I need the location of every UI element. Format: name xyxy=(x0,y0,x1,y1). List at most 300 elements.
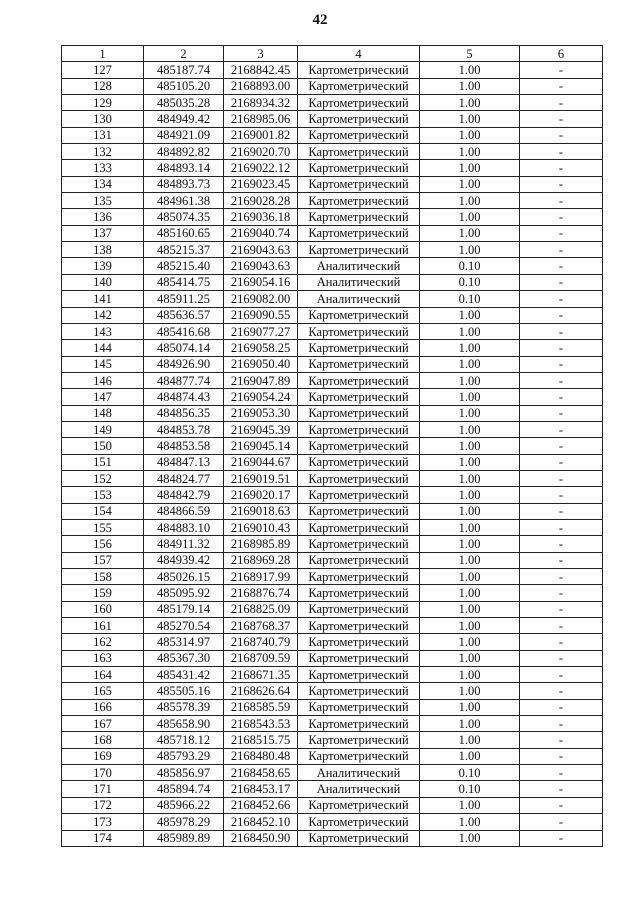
point-number-cell: 166 xyxy=(62,699,144,715)
column-header: 4 xyxy=(298,46,420,62)
note-cell: - xyxy=(520,732,603,748)
note-cell: - xyxy=(520,814,603,830)
accuracy-cell: 1.00 xyxy=(420,716,520,732)
method-cell: Картометрический xyxy=(298,438,420,454)
method-cell: Картометрический xyxy=(298,503,420,519)
x-coordinate-cell: 485718.12 xyxy=(144,732,224,748)
x-coordinate-cell: 485160.65 xyxy=(144,225,224,241)
note-cell: - xyxy=(520,519,603,535)
y-coordinate-cell: 2169044.67 xyxy=(224,454,298,470)
x-coordinate-cell: 485431.42 xyxy=(144,667,224,683)
accuracy-cell: 1.00 xyxy=(420,748,520,764)
point-number-cell: 136 xyxy=(62,209,144,225)
accuracy-cell: 1.00 xyxy=(420,683,520,699)
x-coordinate-cell: 484874.43 xyxy=(144,389,224,405)
point-number-cell: 157 xyxy=(62,552,144,568)
accuracy-cell: 1.00 xyxy=(420,78,520,94)
table-row xyxy=(62,356,603,372)
y-coordinate-cell: 2169054.16 xyxy=(224,274,298,290)
point-number-cell: 159 xyxy=(62,585,144,601)
x-coordinate-cell: 485989.89 xyxy=(144,830,224,846)
method-cell: Картометрический xyxy=(298,552,420,568)
accuracy-cell: 1.00 xyxy=(420,503,520,519)
accuracy-cell: 1.00 xyxy=(420,127,520,143)
y-coordinate-cell: 2169020.70 xyxy=(224,144,298,160)
table-row xyxy=(62,209,603,225)
method-cell: Картометрический xyxy=(298,634,420,650)
note-cell: - xyxy=(520,176,603,192)
x-coordinate-cell: 484893.14 xyxy=(144,160,224,176)
method-cell: Картометрический xyxy=(298,748,420,764)
accuracy-cell: 1.00 xyxy=(420,814,520,830)
table-row xyxy=(62,667,603,683)
method-cell: Картометрический xyxy=(298,144,420,160)
y-coordinate-cell: 2168934.32 xyxy=(224,95,298,111)
x-coordinate-cell: 484842.79 xyxy=(144,487,224,503)
y-coordinate-cell: 2169028.28 xyxy=(224,193,298,209)
note-cell: - xyxy=(520,503,603,519)
table-row xyxy=(62,650,603,666)
point-number-cell: 155 xyxy=(62,519,144,535)
point-number-cell: 158 xyxy=(62,569,144,585)
table-row xyxy=(62,732,603,748)
y-coordinate-cell: 2168543.53 xyxy=(224,716,298,732)
y-coordinate-cell: 2168585.59 xyxy=(224,699,298,715)
note-cell: - xyxy=(520,536,603,552)
y-coordinate-cell: 2168893.00 xyxy=(224,78,298,94)
point-number-cell: 168 xyxy=(62,732,144,748)
x-coordinate-cell: 484911.32 xyxy=(144,536,224,552)
accuracy-cell: 1.00 xyxy=(420,242,520,258)
point-number-cell: 169 xyxy=(62,748,144,764)
x-coordinate-cell: 484883.10 xyxy=(144,519,224,535)
table-row xyxy=(62,421,603,437)
accuracy-cell: 1.00 xyxy=(420,585,520,601)
note-cell: - xyxy=(520,634,603,650)
x-coordinate-cell: 485215.40 xyxy=(144,258,224,274)
point-number-cell: 144 xyxy=(62,340,144,356)
y-coordinate-cell: 2168515.75 xyxy=(224,732,298,748)
point-number-cell: 135 xyxy=(62,193,144,209)
method-cell: Картометрический xyxy=(298,307,420,323)
y-coordinate-cell: 2169022.12 xyxy=(224,160,298,176)
x-coordinate-cell: 484949.42 xyxy=(144,111,224,127)
point-number-cell: 145 xyxy=(62,356,144,372)
x-coordinate-cell: 485793.29 xyxy=(144,748,224,764)
x-coordinate-cell: 484893.73 xyxy=(144,176,224,192)
note-cell: - xyxy=(520,569,603,585)
method-cell: Картометрический xyxy=(298,356,420,372)
method-cell: Картометрический xyxy=(298,78,420,94)
table-row xyxy=(62,111,603,127)
point-number-cell: 132 xyxy=(62,144,144,160)
x-coordinate-cell: 485074.35 xyxy=(144,209,224,225)
table-row xyxy=(62,160,603,176)
point-number-cell: 161 xyxy=(62,618,144,634)
point-number-cell: 142 xyxy=(62,307,144,323)
table-row xyxy=(62,454,603,470)
table-row xyxy=(62,242,603,258)
accuracy-cell: 1.00 xyxy=(420,307,520,323)
accuracy-cell: 1.00 xyxy=(420,144,520,160)
note-cell: - xyxy=(520,111,603,127)
x-coordinate-cell: 485035.28 xyxy=(144,95,224,111)
table-row xyxy=(62,340,603,356)
point-number-cell: 147 xyxy=(62,389,144,405)
note-cell: - xyxy=(520,78,603,94)
method-cell: Картометрический xyxy=(298,601,420,617)
table-row xyxy=(62,699,603,715)
x-coordinate-cell: 485414.75 xyxy=(144,274,224,290)
note-cell: - xyxy=(520,258,603,274)
y-coordinate-cell: 2169020.17 xyxy=(224,487,298,503)
method-cell: Аналитический xyxy=(298,781,420,797)
method-cell: Картометрический xyxy=(298,242,420,258)
method-cell: Картометрический xyxy=(298,111,420,127)
y-coordinate-cell: 2169053.30 xyxy=(224,405,298,421)
table-row xyxy=(62,405,603,421)
point-number-cell: 140 xyxy=(62,274,144,290)
method-cell: Картометрический xyxy=(298,585,420,601)
method-cell: Картометрический xyxy=(298,814,420,830)
table-row xyxy=(62,176,603,192)
x-coordinate-cell: 485911.25 xyxy=(144,291,224,307)
accuracy-cell: 1.00 xyxy=(420,601,520,617)
x-coordinate-cell: 485179.14 xyxy=(144,601,224,617)
accuracy-cell: 1.00 xyxy=(420,797,520,813)
note-cell: - xyxy=(520,160,603,176)
accuracy-cell: 1.00 xyxy=(420,111,520,127)
y-coordinate-cell: 2168917.99 xyxy=(224,569,298,585)
accuracy-cell: 1.00 xyxy=(420,209,520,225)
point-number-cell: 164 xyxy=(62,667,144,683)
y-coordinate-cell: 2169043.63 xyxy=(224,242,298,258)
table-row xyxy=(62,487,603,503)
y-coordinate-cell: 2169010.43 xyxy=(224,519,298,535)
x-coordinate-cell: 484853.78 xyxy=(144,421,224,437)
x-coordinate-cell: 484866.59 xyxy=(144,503,224,519)
y-coordinate-cell: 2169043.63 xyxy=(224,258,298,274)
x-coordinate-cell: 485505.16 xyxy=(144,683,224,699)
accuracy-cell: 1.00 xyxy=(420,176,520,192)
accuracy-cell: 1.00 xyxy=(420,667,520,683)
method-cell: Аналитический xyxy=(298,765,420,781)
note-cell: - xyxy=(520,405,603,421)
point-number-cell: 143 xyxy=(62,323,144,339)
method-cell: Картометрический xyxy=(298,62,420,78)
accuracy-cell: 1.00 xyxy=(420,405,520,421)
y-coordinate-cell: 2168969.28 xyxy=(224,552,298,568)
column-header: 1 xyxy=(62,46,144,62)
x-coordinate-cell: 484892.82 xyxy=(144,144,224,160)
x-coordinate-cell: 484961.38 xyxy=(144,193,224,209)
note-cell: - xyxy=(520,765,603,781)
header-row xyxy=(62,46,603,62)
x-coordinate-cell: 485636.57 xyxy=(144,307,224,323)
table-row xyxy=(62,225,603,241)
table-row xyxy=(62,144,603,160)
accuracy-cell: 0.10 xyxy=(420,765,520,781)
y-coordinate-cell: 2169045.14 xyxy=(224,438,298,454)
accuracy-cell: 1.00 xyxy=(420,650,520,666)
note-cell: - xyxy=(520,716,603,732)
table-row xyxy=(62,258,603,274)
accuracy-cell: 1.00 xyxy=(420,323,520,339)
column-header: 3 xyxy=(224,46,298,62)
y-coordinate-cell: 2168480.48 xyxy=(224,748,298,764)
point-number-cell: 146 xyxy=(62,372,144,388)
note-cell: - xyxy=(520,95,603,111)
point-number-cell: 154 xyxy=(62,503,144,519)
method-cell: Картометрический xyxy=(298,487,420,503)
point-number-cell: 130 xyxy=(62,111,144,127)
accuracy-cell: 1.00 xyxy=(420,62,520,78)
table-row xyxy=(62,470,603,486)
y-coordinate-cell: 2168453.17 xyxy=(224,781,298,797)
method-cell: Картометрический xyxy=(298,667,420,683)
accuracy-cell: 1.00 xyxy=(420,193,520,209)
y-coordinate-cell: 2168768.37 xyxy=(224,618,298,634)
accuracy-cell: 1.00 xyxy=(420,470,520,486)
y-coordinate-cell: 2169001.82 xyxy=(224,127,298,143)
point-number-cell: 162 xyxy=(62,634,144,650)
method-cell: Картометрический xyxy=(298,618,420,634)
y-coordinate-cell: 2169054.24 xyxy=(224,389,298,405)
x-coordinate-cell: 485026.15 xyxy=(144,569,224,585)
method-cell: Картометрический xyxy=(298,372,420,388)
table-row xyxy=(62,519,603,535)
method-cell: Картометрический xyxy=(298,716,420,732)
method-cell: Аналитический xyxy=(298,274,420,290)
point-number-cell: 170 xyxy=(62,765,144,781)
accuracy-cell: 1.00 xyxy=(420,830,520,846)
point-number-cell: 167 xyxy=(62,716,144,732)
method-cell: Картометрический xyxy=(298,470,420,486)
point-number-cell: 172 xyxy=(62,797,144,813)
table-row xyxy=(62,193,603,209)
point-number-cell: 134 xyxy=(62,176,144,192)
y-coordinate-cell: 2168452.10 xyxy=(224,814,298,830)
method-cell: Картометрический xyxy=(298,340,420,356)
x-coordinate-cell: 485105.20 xyxy=(144,78,224,94)
x-coordinate-cell: 484939.42 xyxy=(144,552,224,568)
coordinates-table xyxy=(61,45,603,847)
method-cell: Картометрический xyxy=(298,127,420,143)
x-coordinate-cell: 485856.97 xyxy=(144,765,224,781)
x-coordinate-cell: 485978.29 xyxy=(144,814,224,830)
table-row xyxy=(62,634,603,650)
note-cell: - xyxy=(520,438,603,454)
y-coordinate-cell: 2169047.89 xyxy=(224,372,298,388)
x-coordinate-cell: 485215.37 xyxy=(144,242,224,258)
table-row xyxy=(62,291,603,307)
method-cell: Аналитический xyxy=(298,258,420,274)
note-cell: - xyxy=(520,193,603,209)
accuracy-cell: 1.00 xyxy=(420,487,520,503)
accuracy-cell: 1.00 xyxy=(420,536,520,552)
point-number-cell: 173 xyxy=(62,814,144,830)
method-cell: Картометрический xyxy=(298,209,420,225)
column-header: 6 xyxy=(520,46,603,62)
table-row xyxy=(62,78,603,94)
x-coordinate-cell: 485966.22 xyxy=(144,797,224,813)
accuracy-cell: 1.00 xyxy=(420,389,520,405)
y-coordinate-cell: 2169058.25 xyxy=(224,340,298,356)
y-coordinate-cell: 2169019.51 xyxy=(224,470,298,486)
y-coordinate-cell: 2168626.64 xyxy=(224,683,298,699)
note-cell: - xyxy=(520,307,603,323)
y-coordinate-cell: 2169077.27 xyxy=(224,323,298,339)
point-number-cell: 160 xyxy=(62,601,144,617)
point-number-cell: 139 xyxy=(62,258,144,274)
accuracy-cell: 1.00 xyxy=(420,95,520,111)
table-row xyxy=(62,307,603,323)
y-coordinate-cell: 2168876.74 xyxy=(224,585,298,601)
note-cell: - xyxy=(520,618,603,634)
x-coordinate-cell: 484853.58 xyxy=(144,438,224,454)
point-number-cell: 148 xyxy=(62,405,144,421)
y-coordinate-cell: 2168842.45 xyxy=(224,62,298,78)
accuracy-cell: 1.00 xyxy=(420,421,520,437)
x-coordinate-cell: 485095.92 xyxy=(144,585,224,601)
point-number-cell: 150 xyxy=(62,438,144,454)
method-cell: Картометрический xyxy=(298,225,420,241)
table-header xyxy=(62,46,603,62)
note-cell: - xyxy=(520,340,603,356)
accuracy-cell: 1.00 xyxy=(420,340,520,356)
accuracy-cell: 1.00 xyxy=(420,552,520,568)
point-number-cell: 163 xyxy=(62,650,144,666)
x-coordinate-cell: 485416.68 xyxy=(144,323,224,339)
y-coordinate-cell: 2168985.89 xyxy=(224,536,298,552)
method-cell: Картометрический xyxy=(298,176,420,192)
y-coordinate-cell: 2169018.63 xyxy=(224,503,298,519)
y-coordinate-cell: 2169040.74 xyxy=(224,225,298,241)
accuracy-cell: 1.00 xyxy=(420,699,520,715)
x-coordinate-cell: 485187.74 xyxy=(144,62,224,78)
x-coordinate-cell: 485314.97 xyxy=(144,634,224,650)
column-header: 2 xyxy=(144,46,224,62)
accuracy-cell: 0.10 xyxy=(420,258,520,274)
y-coordinate-cell: 2169045.39 xyxy=(224,421,298,437)
point-number-cell: 141 xyxy=(62,291,144,307)
note-cell: - xyxy=(520,797,603,813)
accuracy-cell: 0.10 xyxy=(420,274,520,290)
y-coordinate-cell: 2168709.59 xyxy=(224,650,298,666)
accuracy-cell: 1.00 xyxy=(420,569,520,585)
note-cell: - xyxy=(520,699,603,715)
note-cell: - xyxy=(520,470,603,486)
note-cell: - xyxy=(520,127,603,143)
note-cell: - xyxy=(520,62,603,78)
note-cell: - xyxy=(520,683,603,699)
method-cell: Картометрический xyxy=(298,421,420,437)
method-cell: Картометрический xyxy=(298,160,420,176)
note-cell: - xyxy=(520,487,603,503)
y-coordinate-cell: 2169036.18 xyxy=(224,209,298,225)
method-cell: Картометрический xyxy=(298,683,420,699)
table-row xyxy=(62,323,603,339)
accuracy-cell: 0.10 xyxy=(420,781,520,797)
method-cell: Картометрический xyxy=(298,193,420,209)
table-row xyxy=(62,618,603,634)
accuracy-cell: 1.00 xyxy=(420,519,520,535)
point-number-cell: 137 xyxy=(62,225,144,241)
table-row xyxy=(62,683,603,699)
x-coordinate-cell: 484847.13 xyxy=(144,454,224,470)
note-cell: - xyxy=(520,389,603,405)
table-row xyxy=(62,601,603,617)
x-coordinate-cell: 484926.90 xyxy=(144,356,224,372)
y-coordinate-cell: 2168740.79 xyxy=(224,634,298,650)
table-row xyxy=(62,503,603,519)
table-row xyxy=(62,274,603,290)
accuracy-cell: 1.00 xyxy=(420,454,520,470)
y-coordinate-cell: 2168985.06 xyxy=(224,111,298,127)
method-cell: Картометрический xyxy=(298,454,420,470)
note-cell: - xyxy=(520,667,603,683)
accuracy-cell: 1.00 xyxy=(420,372,520,388)
method-cell: Картометрический xyxy=(298,519,420,535)
x-coordinate-cell: 485270.54 xyxy=(144,618,224,634)
note-cell: - xyxy=(520,454,603,470)
note-cell: - xyxy=(520,830,603,846)
table-row xyxy=(62,797,603,813)
point-number-cell: 131 xyxy=(62,127,144,143)
method-cell: Картометрический xyxy=(298,830,420,846)
y-coordinate-cell: 2169050.40 xyxy=(224,356,298,372)
x-coordinate-cell: 485367.30 xyxy=(144,650,224,666)
table-body xyxy=(62,62,603,847)
y-coordinate-cell: 2169023.45 xyxy=(224,176,298,192)
accuracy-cell: 1.00 xyxy=(420,160,520,176)
table-row xyxy=(62,781,603,797)
point-number-cell: 128 xyxy=(62,78,144,94)
method-cell: Картометрический xyxy=(298,405,420,421)
note-cell: - xyxy=(520,242,603,258)
table-row xyxy=(62,62,603,78)
page-number: 42 xyxy=(312,12,328,28)
accuracy-cell: 1.00 xyxy=(420,225,520,241)
point-number-cell: 151 xyxy=(62,454,144,470)
accuracy-cell: 1.00 xyxy=(420,438,520,454)
point-number-cell: 152 xyxy=(62,470,144,486)
table-row xyxy=(62,569,603,585)
accuracy-cell: 1.00 xyxy=(420,732,520,748)
point-number-cell: 174 xyxy=(62,830,144,846)
method-cell: Картометрический xyxy=(298,732,420,748)
y-coordinate-cell: 2168452.66 xyxy=(224,797,298,813)
note-cell: - xyxy=(520,748,603,764)
x-coordinate-cell: 484877.74 xyxy=(144,372,224,388)
x-coordinate-cell: 484856.35 xyxy=(144,405,224,421)
table-row xyxy=(62,389,603,405)
table-row xyxy=(62,372,603,388)
table-row xyxy=(62,552,603,568)
note-cell: - xyxy=(520,274,603,290)
x-coordinate-cell: 484824.77 xyxy=(144,470,224,486)
accuracy-cell: 0.10 xyxy=(420,291,520,307)
x-coordinate-cell: 484921.09 xyxy=(144,127,224,143)
note-cell: - xyxy=(520,291,603,307)
note-cell: - xyxy=(520,323,603,339)
note-cell: - xyxy=(520,356,603,372)
method-cell: Аналитический xyxy=(298,291,420,307)
y-coordinate-cell: 2169090.55 xyxy=(224,307,298,323)
table-row xyxy=(62,748,603,764)
method-cell: Картометрический xyxy=(298,536,420,552)
note-cell: - xyxy=(520,601,603,617)
